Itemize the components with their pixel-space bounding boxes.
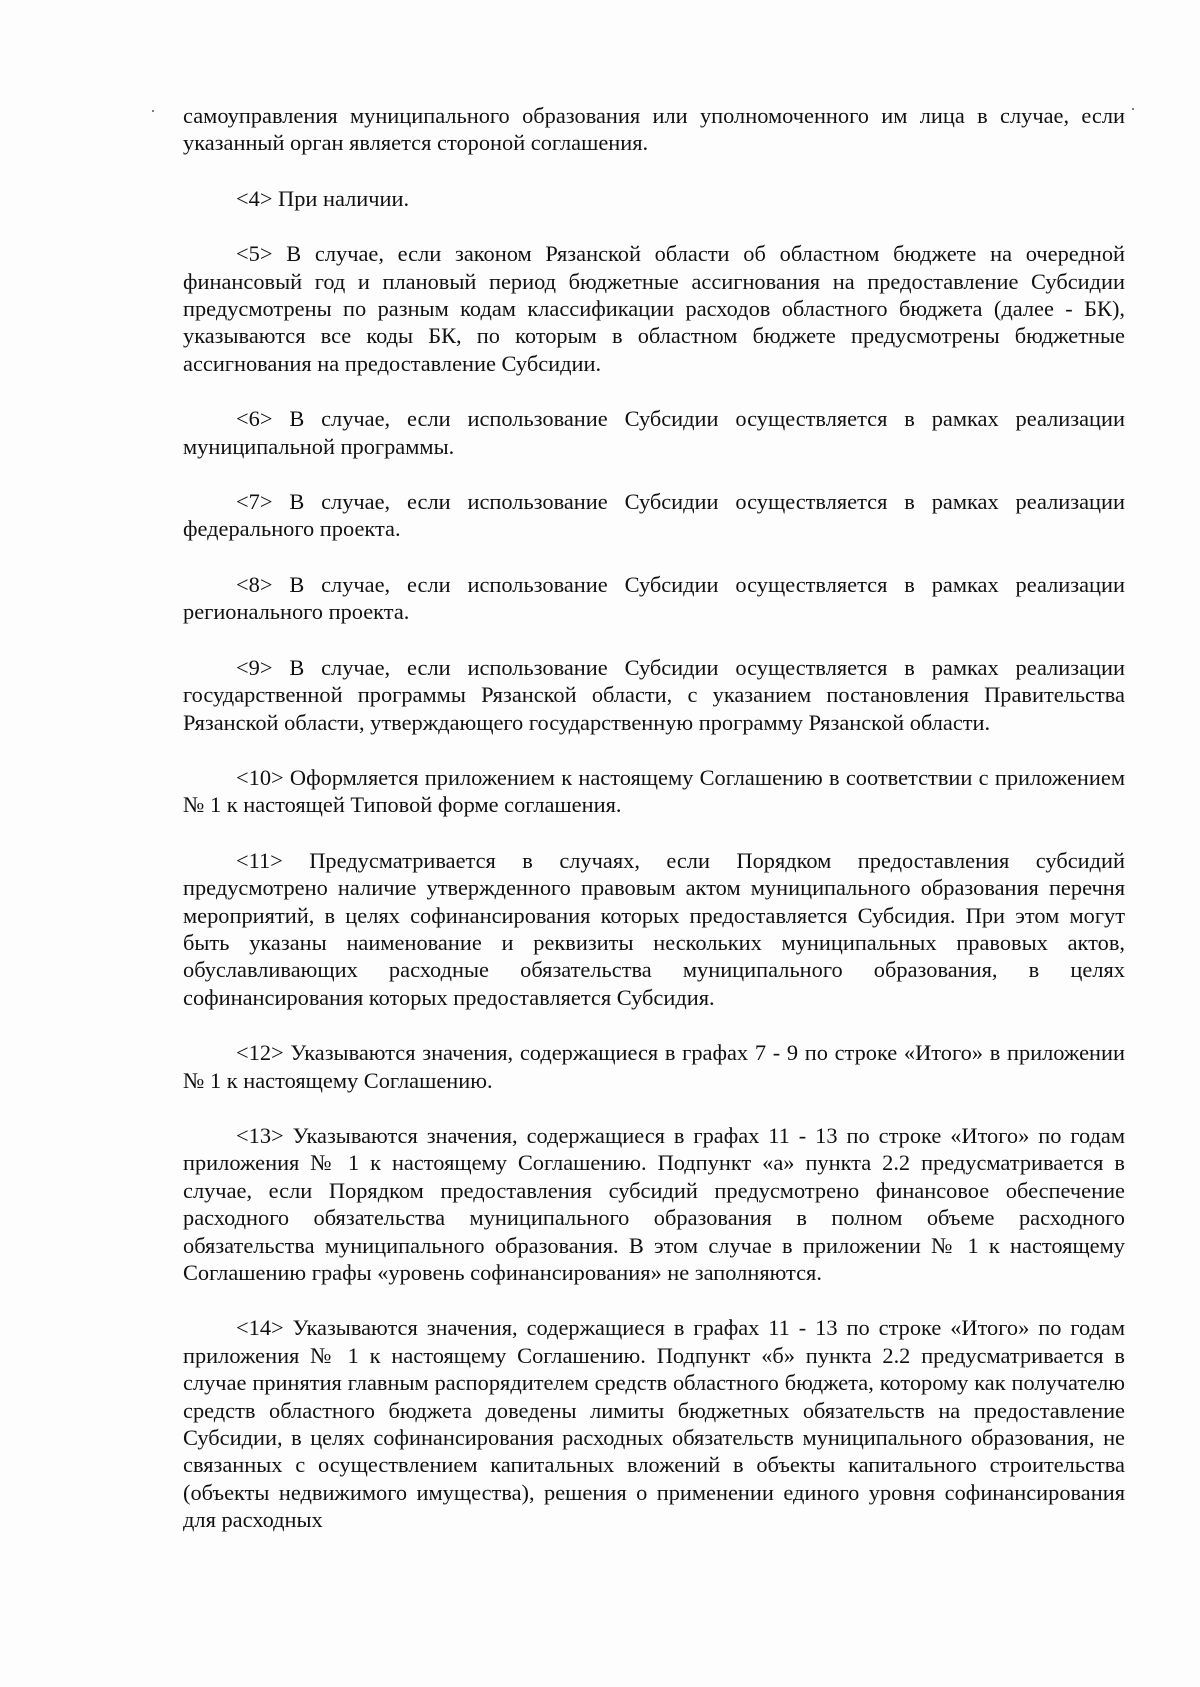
- footnote-4: <4> При наличии.: [236, 185, 410, 211]
- footnote-13: <13> Указываются значения, содержащиеся в графах 11 - 13 по строке «Итого» по годам приложения № 1 к настоящему Соглашению. Подпункт «а» пункта 2.2 предусматривается в случае, если Порядком предоставления субсидий предусмотрено финансовое обеспечение расходного обязательства муниципального образования в полном объеме расходного обязательства муниципального образования. В этом случае в приложении № 1 к настоящему Соглашению графы «уровень софинансирования» не заполняются.: [183, 1122, 1125, 1285]
- footnote-6: <6> В случае, если использование Субсидии осуществляется в рамках реализации муниципальной программы.: [183, 406, 1125, 459]
- scan-speck: [152, 110, 154, 112]
- footnote-12: <12> Указываются значения, содержащиеся в графах 7 - 9 по строке «Итого» в приложении № 1 к настоящему Соглашению.: [183, 1040, 1125, 1093]
- paragraph-continuation: самоуправления муниципального образования или уполномоченного им лица в случае, если указанный орган является стороной соглашения.: [183, 103, 1125, 156]
- footnote-5: <5> В случае, если законом Рязанской области об областном бюджете на очередной финансовый год и плановый период бюджетные ассигнования на предоставление Субсидии предусмотрены по разным кодам классификации расходов областного бюджета (далее - БК), указываются все коды БК, по которым в областном бюджете предусмотрены бюджетные ассигнования на предоставление Субсидии.: [183, 241, 1125, 376]
- footnote-11: <11> Предусматривается в случаях, если Порядком предоставления субсидий предусмотрено наличие утвержденного правовым актом муниципального образования перечня мероприятий, в целях софинансирования которых предоставляется Субсидия. При этом могут быть указаны наименование и реквизиты нескольких муниципальных правовых актов, обуславливающих расходные обязательства муниципального образования, в целях софинансирования которых предоставляется Субсидия.: [183, 847, 1125, 1010]
- footnote-14: <14> Указываются значения, содержащиеся в графах 11 - 13 по строке «Итого» по годам приложения № 1 к настоящему Соглашению. Подпункт «б» пункта 2.2 предусматривается в случае принятия главным распорядителем средств областного бюджета, которому как получателю средств областного бюджета доведены лимиты бюджетных обязательств на предоставление Субсидии, в целях софинансирования расходных обязательств муниципального образования, не связанных с осуществлением капитальных вложений в объекты капитального строительства (объекты недвижимого имущества), решения о применении единого уровня софинансирования для расходных: [183, 1315, 1125, 1533]
- footnote-8: <8> В случае, если использование Субсидии осуществляется в рамках реализации регионального проекта.: [183, 571, 1125, 625]
- footnote-10: <10> Оформляется приложением к настоящему Соглашению в соответствии с приложением № 1 к настоящей Типовой форме соглашения.: [183, 764, 1125, 818]
- document-body: [183, 102, 1125, 1534]
- footnote-7: <7> В случае, если использование Субсидии осуществляется в рамках реализации федерального проекта.: [183, 489, 1125, 542]
- scan-speck: [1132, 108, 1134, 110]
- footnote-9: <9> В случае, если использование Субсидии осуществляется в рамках реализации государственной программы Рязанской области, с указанием постановления Правительства Рязанской области, утверждающего государственную программу Рязанской области.: [183, 654, 1125, 735]
